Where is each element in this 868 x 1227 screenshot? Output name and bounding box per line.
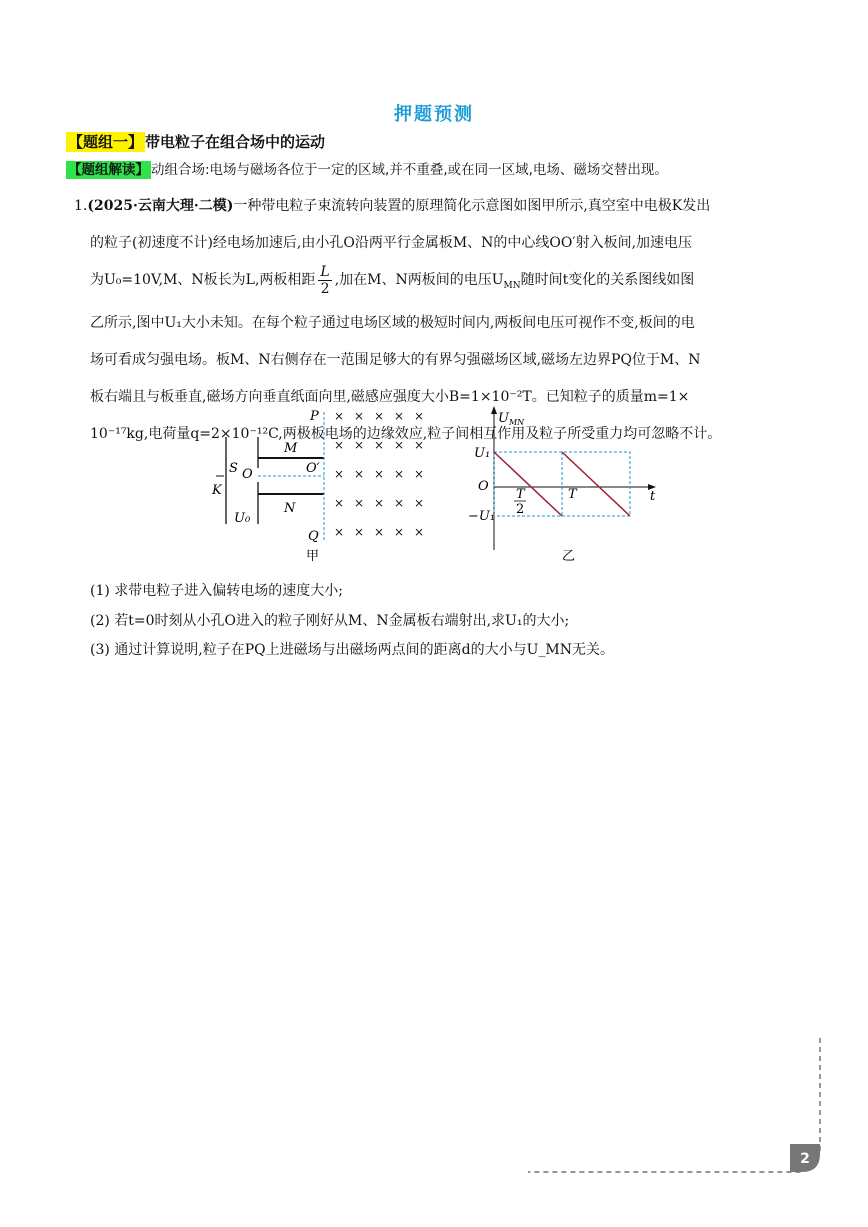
label-U1: U₁ (474, 446, 491, 461)
field-cross: × (414, 525, 425, 539)
field-cross: × (394, 496, 405, 510)
field-cross: × (374, 525, 385, 539)
label-T-half-num: T (516, 487, 525, 502)
question-source: (2025·云南大理·二模) (87, 198, 234, 214)
subquestion-1: (1) 求带电粒子进入偏转电场的速度大小; (90, 583, 343, 599)
voltage-ramp-2 (562, 452, 630, 516)
field-cross: × (394, 409, 405, 423)
caption-yi: 乙 (562, 549, 576, 564)
fraction-num: L (320, 263, 330, 280)
group-intro (66, 158, 668, 178)
field-cross: × (374, 496, 385, 510)
question-sub-MN: MN (503, 280, 521, 291)
field-cross: × (374, 438, 385, 452)
label-P: P (310, 409, 319, 424)
question-line-2: 的粒子(初速度不计)经电场加速后,由小孔O沿两平行金属板M、N的中心线OO′射入板间,加速电压 (90, 235, 693, 251)
label-K: K (212, 483, 222, 498)
figure-a (211, 409, 424, 564)
label-O: O (242, 467, 253, 482)
label-O-prime: O′ (306, 461, 320, 476)
field-cross: × (414, 496, 425, 510)
y-axis-arrow (491, 406, 497, 414)
question-line-7: 10⁻¹⁷kg,电荷量q=2×10⁻¹²C,两极板电场的边缘效应,粒子间相互作用及粒子所受重力均可忽略不计。 (90, 425, 722, 442)
field-cross: × (414, 409, 425, 423)
label-U0: U₀ (234, 511, 251, 526)
field-cross: × (354, 496, 365, 510)
figure-b (468, 406, 656, 564)
group-title: 带电粒子在组合场中的运动 (145, 133, 326, 151)
field-cross: × (374, 467, 385, 481)
label-M: M (284, 441, 298, 456)
field-cross: × (334, 438, 345, 452)
intro-text: 动组合场:电场与磁场各位于一定的区域,并不重叠,或在同一区域,电场、磁场交替出现。 (151, 162, 668, 178)
intro-tag: 【题组解读】 (68, 162, 149, 178)
subquestion-3: (3) 通过计算说明,粒子在PQ上进磁场与出磁场两点间的距离d的大小与U_MN无关。 (90, 642, 614, 658)
question-text-3a: 为U₀=10V,M、N板长为L,两板相距 (90, 272, 316, 288)
label-minus-U1: −U₁ (468, 509, 496, 524)
field-cross: × (414, 467, 425, 481)
label-S: S (229, 461, 238, 476)
voltage-ramp-1 (494, 452, 562, 516)
y-axis-label: $U_{MN}$ (498, 411, 525, 427)
label-T: T (568, 487, 577, 502)
field-cross: × (394, 438, 405, 452)
field-cross: × (354, 409, 365, 423)
field-cross: × (354, 438, 365, 452)
field-cross: × (354, 467, 365, 481)
question-line-6: 板右端且与板垂直,磁场方向垂直纸面向里,磁感应强度大小B=1×10⁻²T。已知粒子的质量m=1× (90, 388, 690, 405)
field-cross: × (334, 496, 345, 510)
field-cross: × (354, 525, 365, 539)
field-cross: × (334, 409, 345, 423)
label-N: N (284, 501, 296, 516)
question-line-4: 乙所示,图中U₁大小未知。在每个粒子通过电场区域的极短时间内,两板间电压可视作不变,板间的电 (90, 314, 695, 331)
field-cross: × (334, 467, 345, 481)
caption-jia: 甲 (306, 549, 320, 564)
question-line-3 (66, 262, 810, 305)
fraction-den: 2 (320, 280, 330, 297)
magnetic-field-grid (334, 409, 424, 539)
question-line-5: 场可看成匀强电场。板M、N右侧存在一范围足够大的有界匀强磁场区域,磁场左边界PQ位于M、N (90, 351, 701, 368)
label-Q: Q (308, 529, 319, 544)
figures (200, 402, 670, 567)
field-cross: × (334, 525, 345, 539)
question-line-1 (66, 188, 810, 225)
question-text-1: 一种带电粒子束流转向装置的原理简化示意图如图甲所示,真空室中电极K发出 (233, 198, 711, 214)
fraction-L-over-2 (318, 264, 331, 297)
field-cross: × (394, 467, 405, 481)
question-text-3b: ,加在M、N两板间的电压U (334, 272, 504, 288)
page-title: 押题预测 (394, 104, 474, 125)
field-cross: × (414, 438, 425, 452)
page-number: 2 (800, 1151, 810, 1167)
group-tag: 【题组一】 (68, 133, 144, 151)
page-corner-decoration (520, 1030, 840, 1180)
field-cross: × (374, 409, 385, 423)
label-origin: O (478, 479, 489, 494)
question-text-3c: 随时间t变化的关系图线如图 (520, 272, 695, 288)
label-T-half-den: 2 (516, 502, 525, 517)
field-cross: × (394, 525, 405, 539)
question-number: 1. (74, 198, 88, 214)
group-heading (66, 131, 325, 152)
label-t: t (650, 489, 656, 504)
subquestion-2: (2) 若t=0时刻从小孔O进入的粒子刚好从M、N金属板右端射出,求U₁的大小; (90, 613, 570, 629)
